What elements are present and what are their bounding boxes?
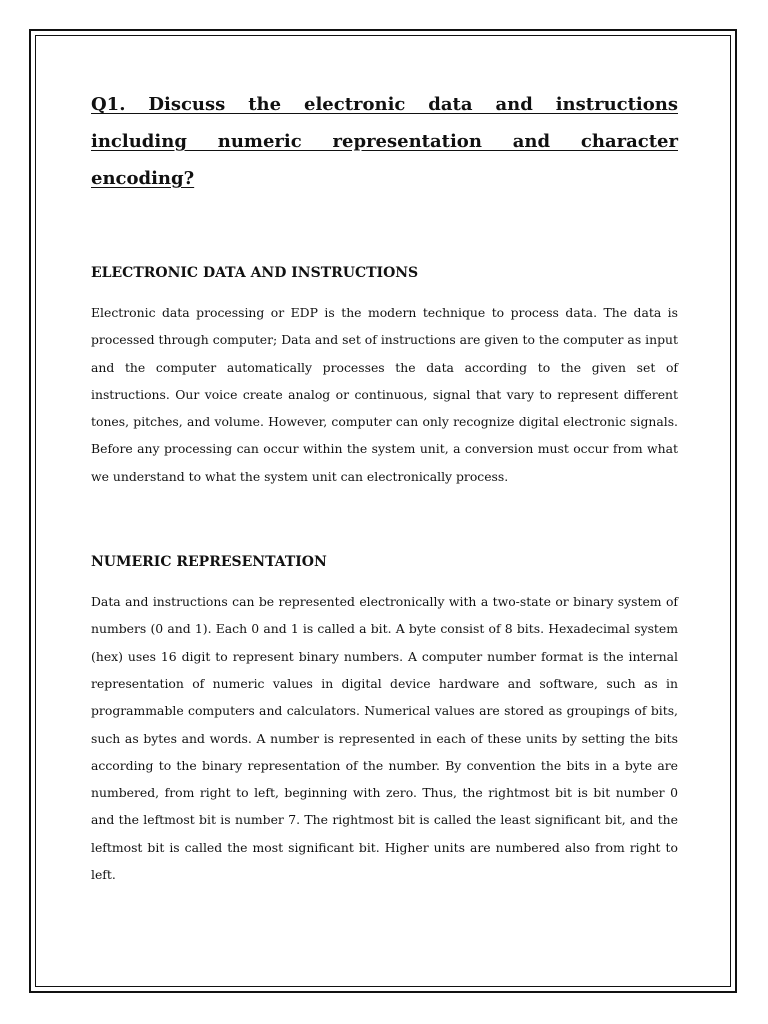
section-heading-electronic-data: ELECTRONIC DATA AND INSTRUCTIONS <box>91 265 419 281</box>
section-heading-numeric-representation: NUMERIC REPRESENTATION <box>91 554 327 571</box>
section-paragraph-electronic-data: Electronic data processing or EDP is the modern technique to process data. The data is processed through computer; Data and set of instructions are given to the computer as input and the computer automatically processes the data according to the given set of instructions. Our voice create analog or continuous, signal that vary to represent different tones, pitches, and volume. However, computer can only recognize digital electronic signals. Before any processing can occur within the system unit, a conversion must occur from what we understand to what the system unit can electronically process. <box>91 305 678 484</box>
question-title: Q1. Discuss the electronic data and instructions including numeric representation and character encoding? <box>91 94 678 189</box>
section-paragraph-numeric-representation: Data and instructions can be represented electronically with a two-state or binary system of numbers (0 and 1). Each 0 and 1 is called a bit. A byte consist of 8 bits. Hexadecimal system (hex) uses 16 digit to represent binary numbers. A computer number format is the internal representation of numeric values in digital device hardware and software, such as in programmable computers and calculators. Numerical values are stored as groupings of bits, such as bytes and words. A number is represented in each of these units by setting the bits according to the binary representation of the number. By convention the bits in a byte are numbered, from right to left, beginning with zero. Thus, the rightmost bit is bit number 0 and the leftmost bit is number 7. The rightmost bit is called the least significant bit, and the leftmost bit is called the most significant bit. Higher units are numbered also from right to left. <box>91 594 678 883</box>
document-body <box>91 86 678 888</box>
